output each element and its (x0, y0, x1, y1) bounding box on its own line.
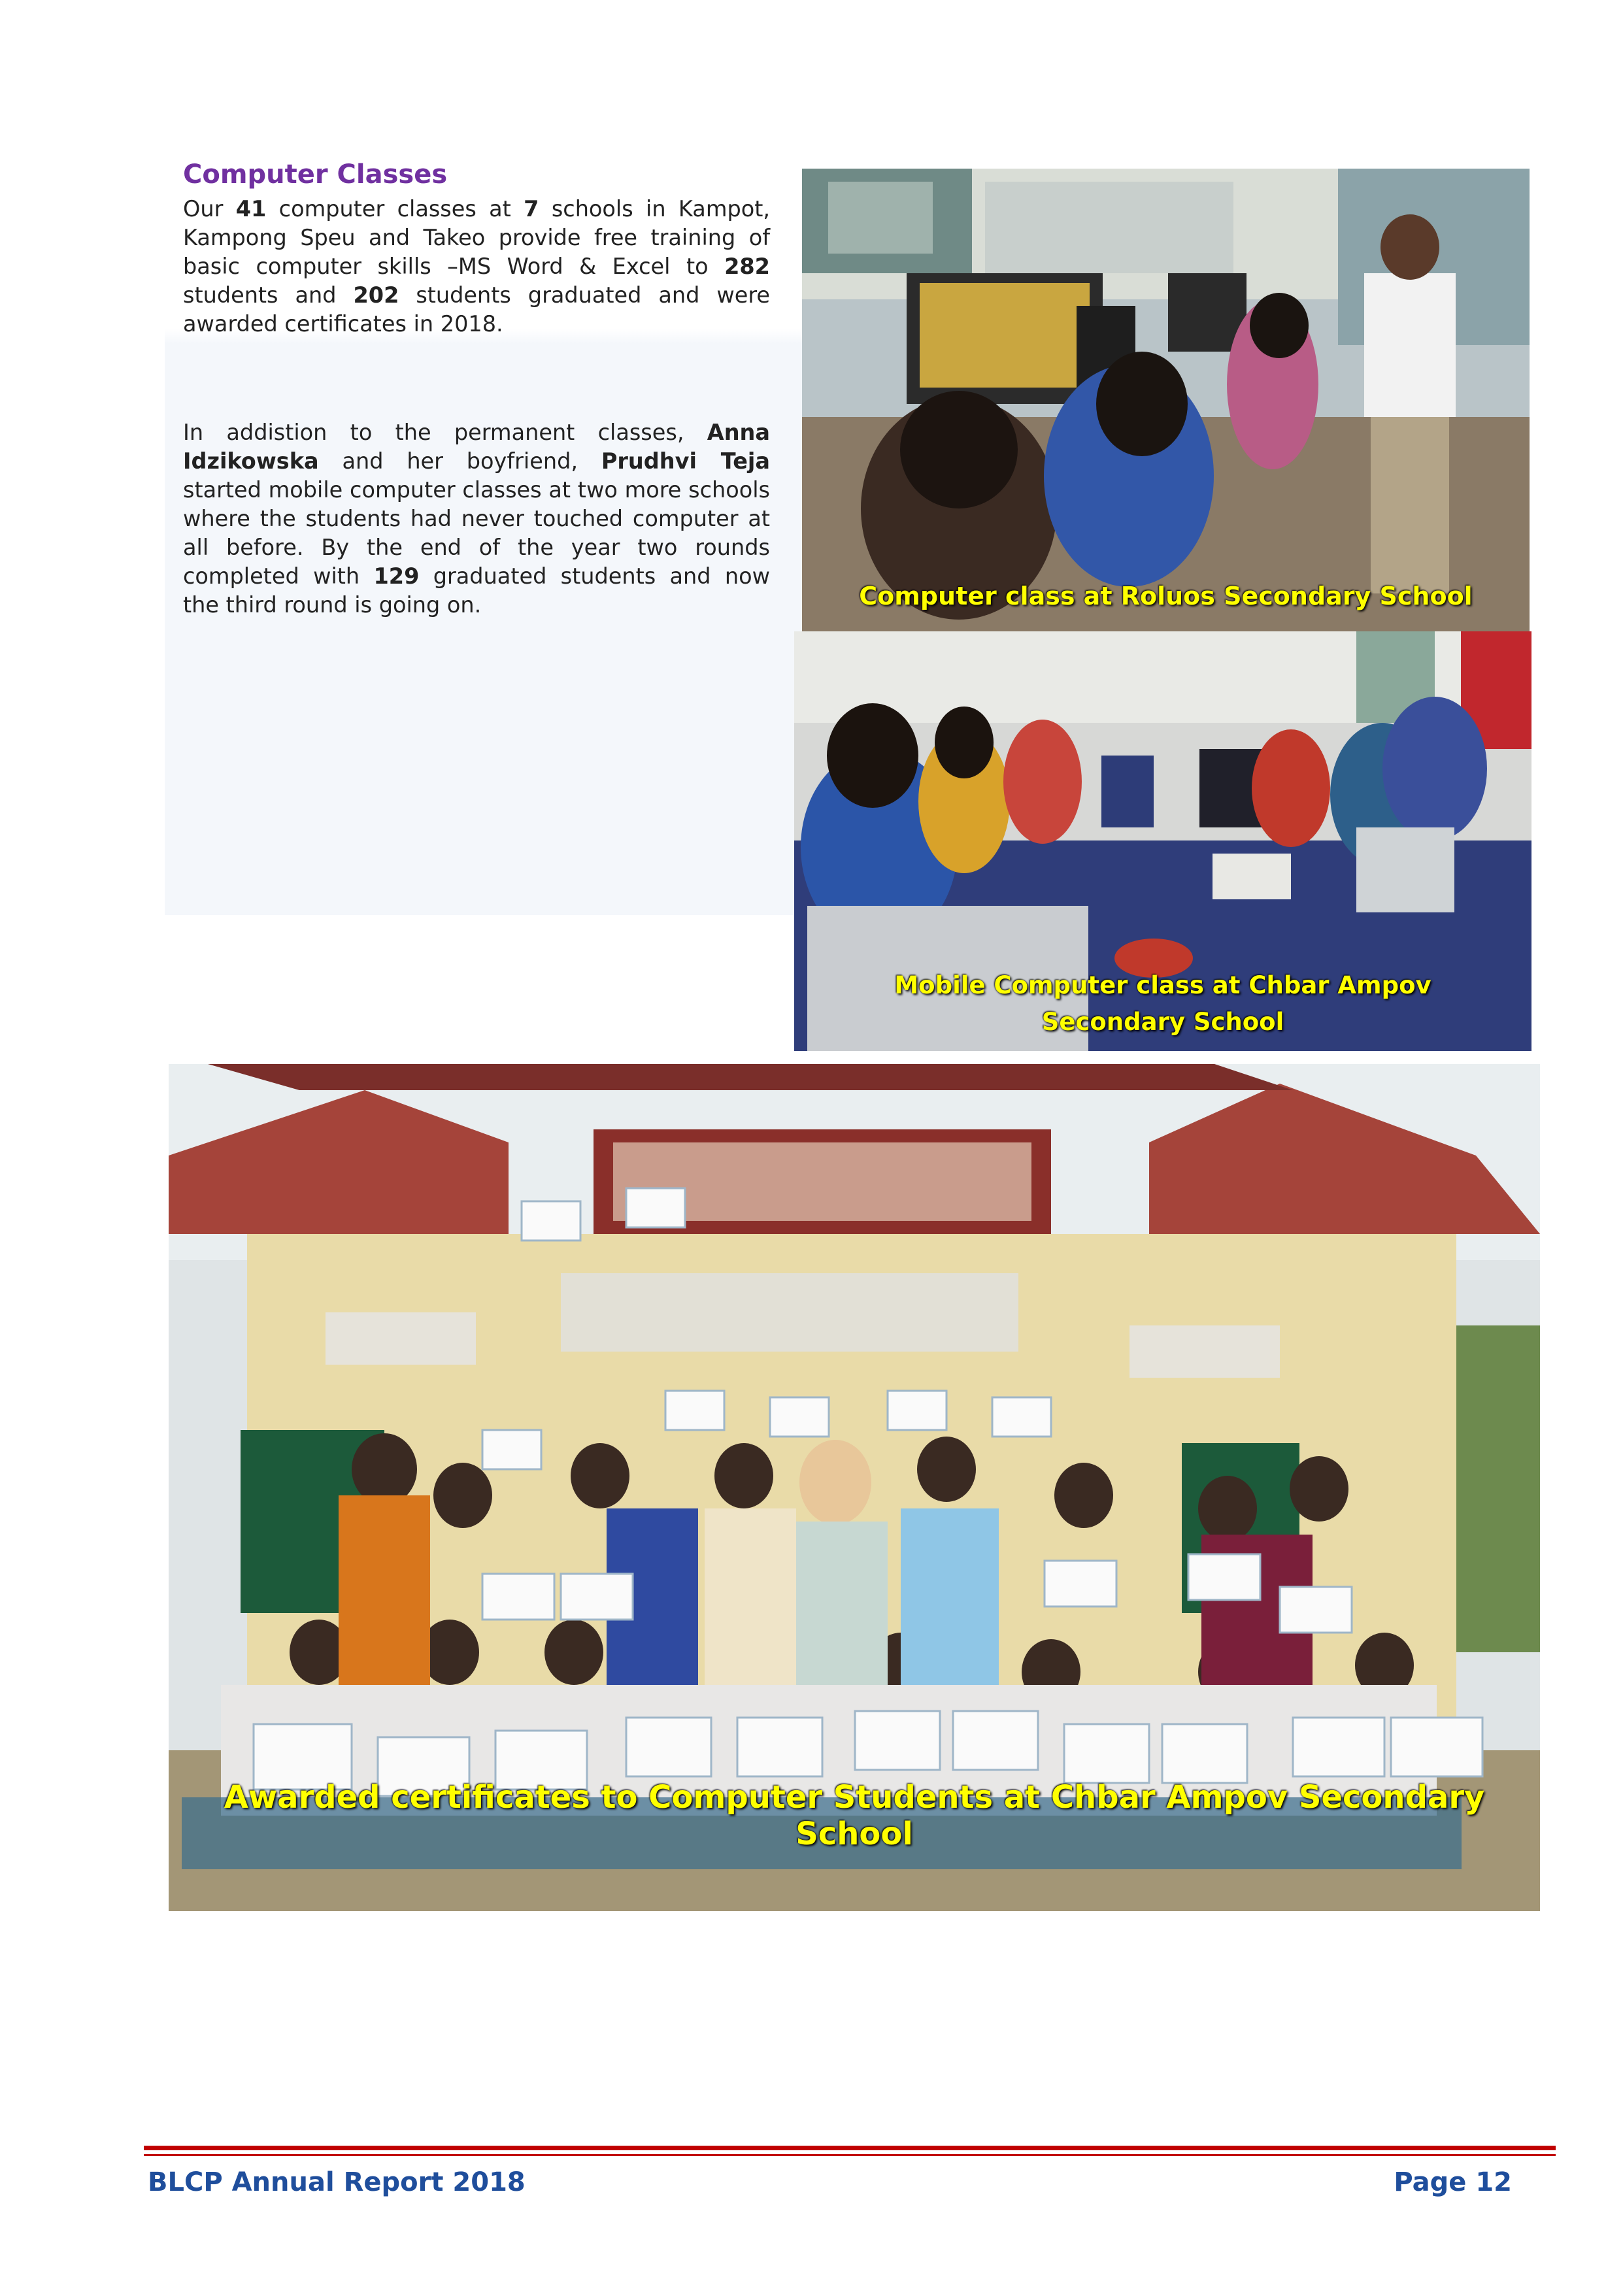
photo-certificate-caption: Awarded certificates to Computer Students at Chbar Ampov Secondary School (224, 1779, 1485, 1852)
p2-text-d: graduated students and now the third round is going on. (183, 563, 770, 618)
section-heading: Computer Classes (183, 159, 448, 190)
p1-text-c: schools in Kampot, Kampong Speu and Takeo provide free training of basic computer skills –MS Word & Excel to (183, 196, 770, 279)
p1-student-count: 282 (724, 254, 770, 279)
p1-text-b: computer classes at (266, 196, 524, 222)
p2-name-prudhvi: Prudhvi Teja (601, 448, 771, 474)
photo-mobile-class (794, 631, 1531, 1051)
footer-report-title: BLCP Annual Report 2018 (148, 2167, 526, 2197)
photo-mobile-caption: Mobile Computer class at Chbar Ampov Secondary School (894, 971, 1431, 1036)
p2-text-c: started mobile computer classes at two more schools where the students had never touched computer at all before. By the end of the year two rounds completed with (183, 477, 770, 589)
photo-roluos-caption: Computer class at Roluos Secondary School (859, 582, 1473, 610)
p2-text-a: In addistion to the permanent classes, (183, 420, 707, 445)
paragraph-2 (183, 418, 770, 620)
p1-school-count: 7 (524, 196, 539, 222)
footer-rule-thick (144, 2146, 1556, 2150)
p1-text-d: students and (183, 282, 354, 308)
p1-text-e: students graduated and were awarded certificates in 2018. (183, 282, 770, 337)
footer-page-number: Page 12 (1394, 2167, 1512, 2197)
p2-name-anna: Anna Idzikowska (183, 420, 770, 474)
photo-roluos-class (802, 169, 1530, 631)
footer-rule-thin (144, 2154, 1556, 2156)
paragraph-1 (183, 195, 770, 339)
p2-graduated-count: 129 (373, 563, 420, 589)
p1-text-a: Our (183, 196, 236, 222)
p2-text-b: and her boyfriend, (318, 448, 601, 474)
photo-certificate-group (169, 1064, 1540, 1911)
p1-graduate-count: 202 (353, 282, 399, 308)
p1-class-count: 41 (235, 196, 267, 222)
photo-roluos-image (802, 169, 1530, 631)
